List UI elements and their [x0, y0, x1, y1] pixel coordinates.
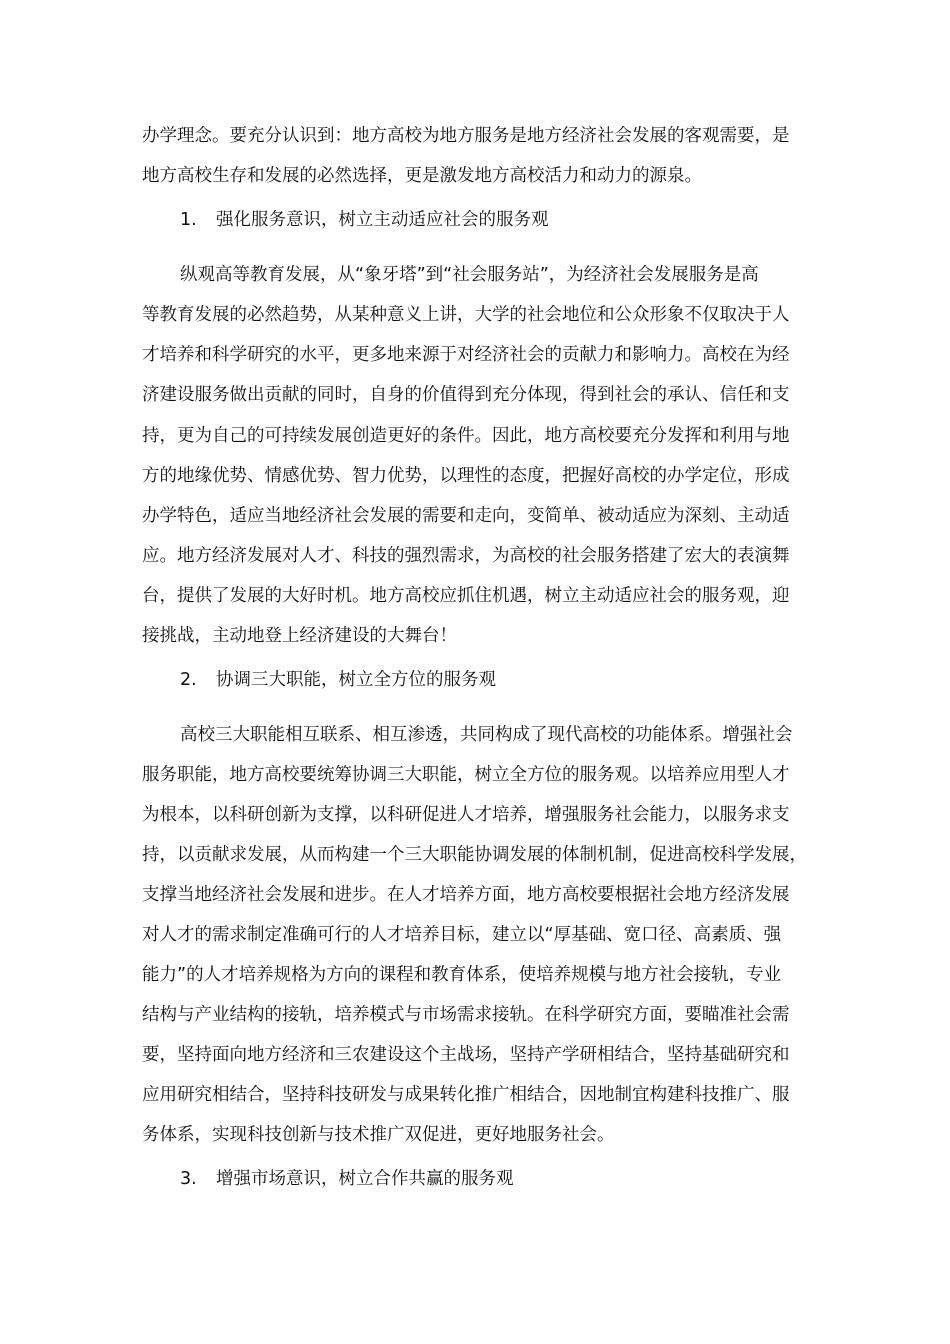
paragraph-1-line-6: 方的地缘优势、情感优势、智力优势，以理性的态度，把握好高校的办学定位，形成 [142, 466, 790, 486]
section-1-title: 强化服务意识，树立主动适应社会的服务观 [216, 210, 549, 230]
section-3-title: 增强市场意识，树立合作共赢的服务观 [216, 1169, 514, 1189]
paragraph-2-line-6: 对人才的需求制定准确可行的人才培养目标，建立以“厚基础、宽口径、高素质、强 [142, 925, 782, 945]
paragraph-1-line-5: 持，更为自己的可持续发展创造更好的条件。因此，地方高校要充分发挥和利用与地 [142, 426, 790, 446]
paragraph-1-line-9: 台，提供了发展的大好时机。地方高校应抓住机遇，树立主动适应社会的服务观，迎 [142, 586, 790, 606]
paragraph-2-line-9: 要，坚持面向地方经济和三农建设这个主战场，坚持产学研相结合，坚持基础研究和 [142, 1045, 790, 1065]
paragraph-2-line-5: 支撑当地经济社会发展和进步。在人才培养方面，地方高校要根据社会地方经济发展 [142, 885, 790, 905]
paragraph-1-line-1: 纵观高等教育发展，从“象牙塔”到“社会服务站”，为经济社会发展服务是高 [180, 265, 759, 285]
paragraph-1-line-7: 办学特色，适应当地经济社会发展的需要和走向，变简单、被动适应为深刻、主动适 [142, 506, 790, 526]
paragraph-2-line-2: 服务职能，地方高校要统筹协调三大职能，树立全方位的服务观。以培养应用型人才 [142, 765, 790, 785]
paragraph-1-line-3: 才培养和科学研究的水平，更多地来源于对经济社会的贡献力和影响力。高校在为经 [142, 345, 790, 365]
paragraph-2-line-7: 能力”的人才培养规格为方向的课程和教育体系，使培养规模与地方社会接轨，专业 [142, 965, 782, 985]
paragraph-1-line-4: 济建设服务做出贡献的同时，自身的价值得到充分体现，得到社会的承认、信任和支 [142, 385, 790, 405]
paragraph-2-line-3: 为根本，以科研创新为支撑，以科研促进人才培养，增强服务社会能力，以服务求支 [142, 805, 790, 825]
paragraph-2-line-8: 结构与产业结构的接轨，培养模式与市场需求接轨。在科学研究方面，要瞄准社会需 [142, 1005, 790, 1025]
paragraph-2-line-11: 务体系，实现科技创新与技术推广双促进，更好地服务社会。 [142, 1125, 615, 1145]
section-2-title: 协调三大职能，树立全方位的服务观 [216, 670, 496, 690]
paragraph-1-line-8: 应。地方经济发展对人才、科技的强烈需求，为高校的社会服务搭建了宏大的表演舞 [142, 546, 790, 566]
paragraph-1-line-10: 接挑战，主动地登上经济建设的大舞台！ [142, 626, 457, 646]
section-3-number: 3. [180, 1169, 197, 1189]
paragraph-1-line-2: 等教育发展的必然趋势，从某种意义上讲，大学的社会地位和公众形象不仅取决于人 [142, 305, 790, 325]
paragraph-2-line-1: 高校三大职能相互联系、相互渗透，共同构成了现代高校的功能体系。增强社会 [180, 725, 793, 745]
section-1-number: 1. [180, 210, 197, 230]
paragraph-2-line-4: 持，以贡献求发展，从而构建一个三大职能协调发展的体制机制，促进高校科学发展， [142, 845, 807, 865]
paragraph-intro-line-1: 办学理念。要充分认识到：地方高校为地方服务是地方经济社会发展的客观需要，是 [142, 126, 790, 146]
paragraph-intro-line-2: 地方高校生存和发展的必然选择，更是激发地方高校活力和动力的源泉。 [142, 166, 702, 186]
paragraph-2-line-10: 应用研究相结合，坚持科技研发与成果转化推广相结合，因地制宜构建科技推广、服 [142, 1085, 790, 1105]
section-2-number: 2. [180, 670, 197, 690]
